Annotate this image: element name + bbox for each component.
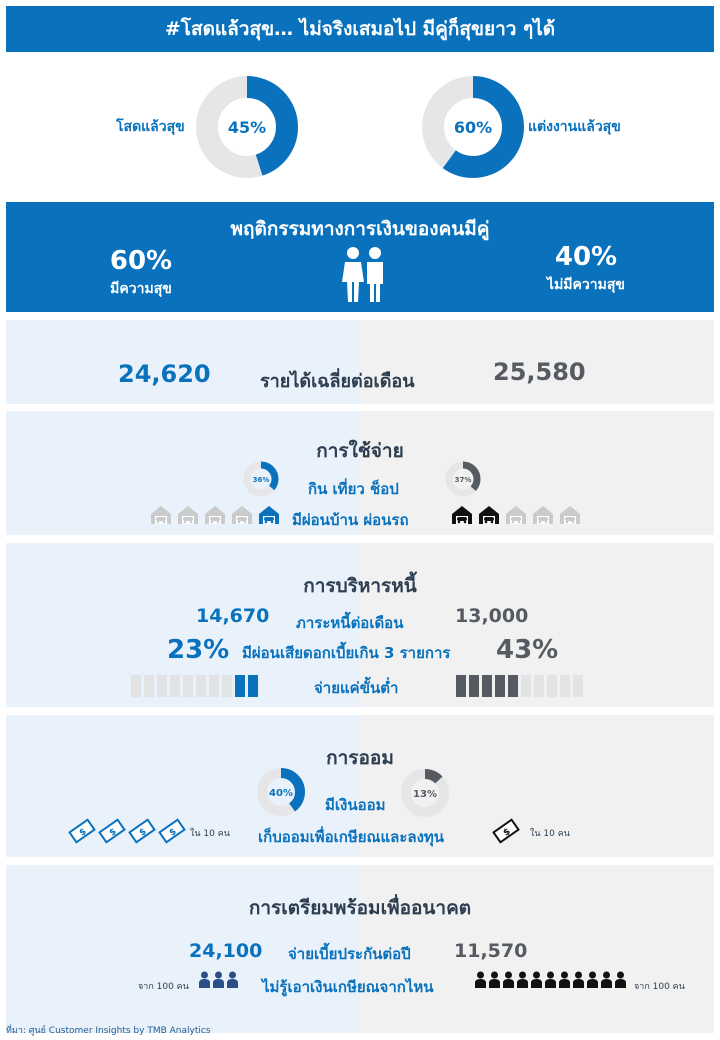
bar-segment-empty — [183, 675, 193, 697]
house-icon-empty — [176, 504, 200, 526]
couples-happy-label: มีความสุข — [110, 281, 172, 297]
person-icon — [558, 971, 571, 989]
house-icon-filled — [257, 504, 281, 526]
bar-segment-filled — [456, 675, 466, 697]
money-happy-row — [68, 817, 186, 845]
saving-pie-unhappy — [400, 768, 450, 818]
spending-pie-unhappy-value: 37% — [454, 476, 472, 484]
bar-segment-empty — [547, 675, 557, 697]
single-happy-label: โสดแล้วสุข — [116, 119, 185, 135]
houses-happy-row — [149, 504, 281, 526]
income-unhappy-value: 25,580 — [493, 358, 586, 386]
bar-segment-empty — [209, 675, 219, 697]
spending-eat-label: กิน เที่ยว ช็อป — [308, 480, 399, 498]
person-icon — [530, 971, 543, 989]
couples-heading: พฤติกรรมทางการเงินของคนมีคู่ — [230, 218, 490, 240]
money-bill-icon — [158, 817, 186, 845]
money-bill-icon — [98, 817, 126, 845]
house-icon-empty — [230, 504, 254, 526]
debt-percent-label: มีผ่อนเสียดอกเบี้ยเกิน 3 รายการ — [242, 644, 451, 662]
source-note: ที่มา: ศูนย์ Customer Insights by TMB Analytics — [6, 1026, 211, 1036]
debt-happy-amount: 14,670 — [196, 605, 270, 627]
saving-pie-happy — [256, 767, 306, 817]
couples-banner — [6, 202, 714, 312]
house-icon-empty — [504, 504, 528, 526]
house-icon-filled — [450, 504, 474, 526]
bar-segment-empty — [573, 675, 583, 697]
spending-pie-happy — [243, 461, 279, 497]
debt-happy-percent: 23% — [167, 635, 230, 665]
person-icon — [226, 971, 239, 989]
svg-text:$: $ — [77, 826, 89, 839]
married-donut-value: 60% — [453, 118, 493, 137]
saving-left-count-label: ใน 10 คน — [190, 829, 230, 839]
bar-segment-empty — [560, 675, 570, 697]
bar-segment-empty — [144, 675, 154, 697]
future-amount-label: จ่ายเบี้ยประกันต่อปี — [288, 945, 411, 963]
bar-segment-empty — [170, 675, 180, 697]
debt-panel — [6, 543, 714, 707]
spending-pie-happy-value: 36% — [252, 476, 270, 484]
bar-segment-empty — [157, 675, 167, 697]
spending-loan-label: มีผ่อนบ้าน ผ่อนรถ — [292, 511, 409, 529]
bar-segment-filled — [508, 675, 518, 697]
svg-text:$: $ — [167, 826, 179, 839]
person-icon — [614, 971, 627, 989]
spending-title: การใช้จ่าย — [316, 440, 404, 462]
saving-right-count-label: ใน 10 คน — [530, 829, 570, 839]
couple-icon — [339, 246, 389, 302]
person-icon — [586, 971, 599, 989]
debt-min-label: จ่ายแค่ขั้นต่ำ — [314, 679, 399, 697]
page-title: #โสดแล้วสุข… ไม่จริงเสมอไป มีคู่ก็สุขยาว ๆได้ — [6, 6, 714, 52]
bar-segment-filled — [469, 675, 479, 697]
income-happy-value: 24,620 — [118, 360, 211, 388]
money-unhappy-row — [492, 817, 520, 845]
house-icon-empty — [531, 504, 555, 526]
svg-text:$: $ — [137, 826, 149, 839]
future-left-people-label: จาก 100 คน — [138, 982, 189, 992]
bar-segment-empty — [131, 675, 141, 697]
couples-happy-percent: 60% — [109, 246, 173, 276]
person-icon — [572, 971, 585, 989]
bar-segment-filled — [248, 675, 258, 697]
person-icon — [474, 971, 487, 989]
people-unhappy-row — [474, 971, 627, 989]
couples-unhappy-label: ไม่มีความสุข — [547, 277, 625, 293]
debt-unhappy-percent: 43% — [496, 635, 559, 665]
top-donuts-section — [0, 60, 720, 195]
future-panel — [6, 865, 714, 1036]
saving-pie-unhappy-value: 13% — [413, 789, 437, 800]
people-happy-row — [198, 971, 239, 989]
bar-segment-empty — [521, 675, 531, 697]
bar-segment-empty — [534, 675, 544, 697]
debt-title: การบริหารหนี้ — [303, 575, 417, 597]
svg-text:$: $ — [107, 826, 119, 839]
future-unhappy-amount: 11,570 — [454, 940, 528, 962]
married-happy-donut — [421, 75, 525, 179]
married-happy-label: แต่งงานแล้วสุข — [528, 119, 621, 135]
couples-unhappy-percent: 40% — [554, 242, 618, 272]
house-icon-filled — [477, 504, 501, 526]
single-donut-value: 45% — [227, 118, 267, 137]
debt-unhappy-amount: 13,000 — [455, 605, 529, 627]
money-bill-icon — [68, 817, 96, 845]
future-right-people-label: จาก 100 คน — [634, 982, 685, 992]
person-icon — [212, 971, 225, 989]
house-icon-empty — [203, 504, 227, 526]
spending-panel — [6, 411, 714, 535]
bar-segment-filled — [495, 675, 505, 697]
single-happy-donut — [195, 75, 299, 179]
spending-pie-unhappy — [445, 461, 481, 497]
min-pay-bars-happy — [131, 675, 258, 697]
saving-invest-label: เก็บออมเพื่อเกษียณและลงทุน — [258, 828, 445, 846]
saving-panel — [6, 715, 714, 857]
bar-segment-empty — [222, 675, 232, 697]
money-bill-icon — [128, 817, 156, 845]
future-happy-amount: 24,100 — [189, 940, 263, 962]
bar-segment-filled — [235, 675, 245, 697]
house-icon-empty — [558, 504, 582, 526]
debt-amount-label: ภาระหนี้ต่อเดือน — [296, 614, 404, 632]
house-icon-empty — [149, 504, 173, 526]
future-retire-label: ไม่รู้เอาเงินเกษียณจากไหน — [262, 978, 434, 996]
person-icon — [600, 971, 613, 989]
bar-segment-empty — [196, 675, 206, 697]
person-icon — [488, 971, 501, 989]
saving-pie-happy-value: 40% — [269, 788, 293, 799]
person-icon — [502, 971, 515, 989]
income-panel — [6, 320, 714, 404]
bar-segment-filled — [482, 675, 492, 697]
saving-has-label: มีเงินออม — [325, 796, 386, 814]
saving-title: การออม — [326, 747, 394, 769]
money-bill-icon — [492, 817, 520, 845]
income-label: รายได้เฉลี่ยต่อเดือน — [260, 371, 415, 392]
person-icon — [544, 971, 557, 989]
houses-unhappy-row — [450, 504, 582, 526]
person-icon — [516, 971, 529, 989]
future-title: การเตรียมพร้อมเพื่ออนาคต — [248, 897, 472, 919]
min-pay-bars-unhappy — [456, 675, 583, 697]
svg-text:$: $ — [501, 826, 513, 839]
person-icon — [198, 971, 211, 989]
